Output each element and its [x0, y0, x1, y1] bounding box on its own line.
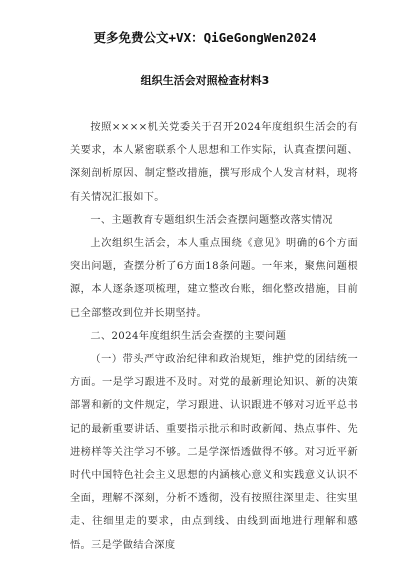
section-heading-1: 一、主题教育专题组织生活会查摆问题整改落实情况	[90, 214, 333, 226]
paragraph-intro: 按照××××机关党委关于召开2024年度组织生活会的有关要求，本人紧密联系个人思想和工作实际，认真查摆问题、深刻剖析原因、制定整改措施，撰写形成个人发言材料，现将有关情况汇报如下。	[70, 122, 358, 203]
document-body	[70, 116, 358, 557]
document-title: 组织生活会对照检查材料3	[140, 74, 270, 87]
watermark-header: 更多免费公文+VX：QiGeGongWen2024	[93, 30, 317, 45]
paragraph-section-2-1: （一）带头严守政治纪律和政治规矩，维护党的团结统一方面。一是学习跟进不及时。对党的最新理论知识、新的决策部署和新的文件规定，学习跟进、认识跟进不够对习近平总书记的最新重要讲话、重要指示批示和时政新闻、热点事件、先进榜样等关注学习不够。二是学深悟透做得不够。对习近平新时代中国特色社会主义思想的内涵核心意义和实践意义认识不全面，理解不深刻，分析不透彻，没有按照往深里走、往实里走、往细里走的要求，由点到线、由线到面地进行理解和感悟。三是学做结合深度	[70, 354, 358, 551]
section-heading-2: 二、2024年度组织生活会查摆的主要问题	[90, 330, 287, 342]
paragraph-section-1: 上次组织生活会，本人重点围绕《意见》明确的6个方面突出问题，查摆分析了6方面18条问题。一年来，聚焦问题根源，本人逐条逐项梳理，建立整改台账，细化整改措施，目前已全部整改到位并长期坚持。	[70, 238, 358, 319]
